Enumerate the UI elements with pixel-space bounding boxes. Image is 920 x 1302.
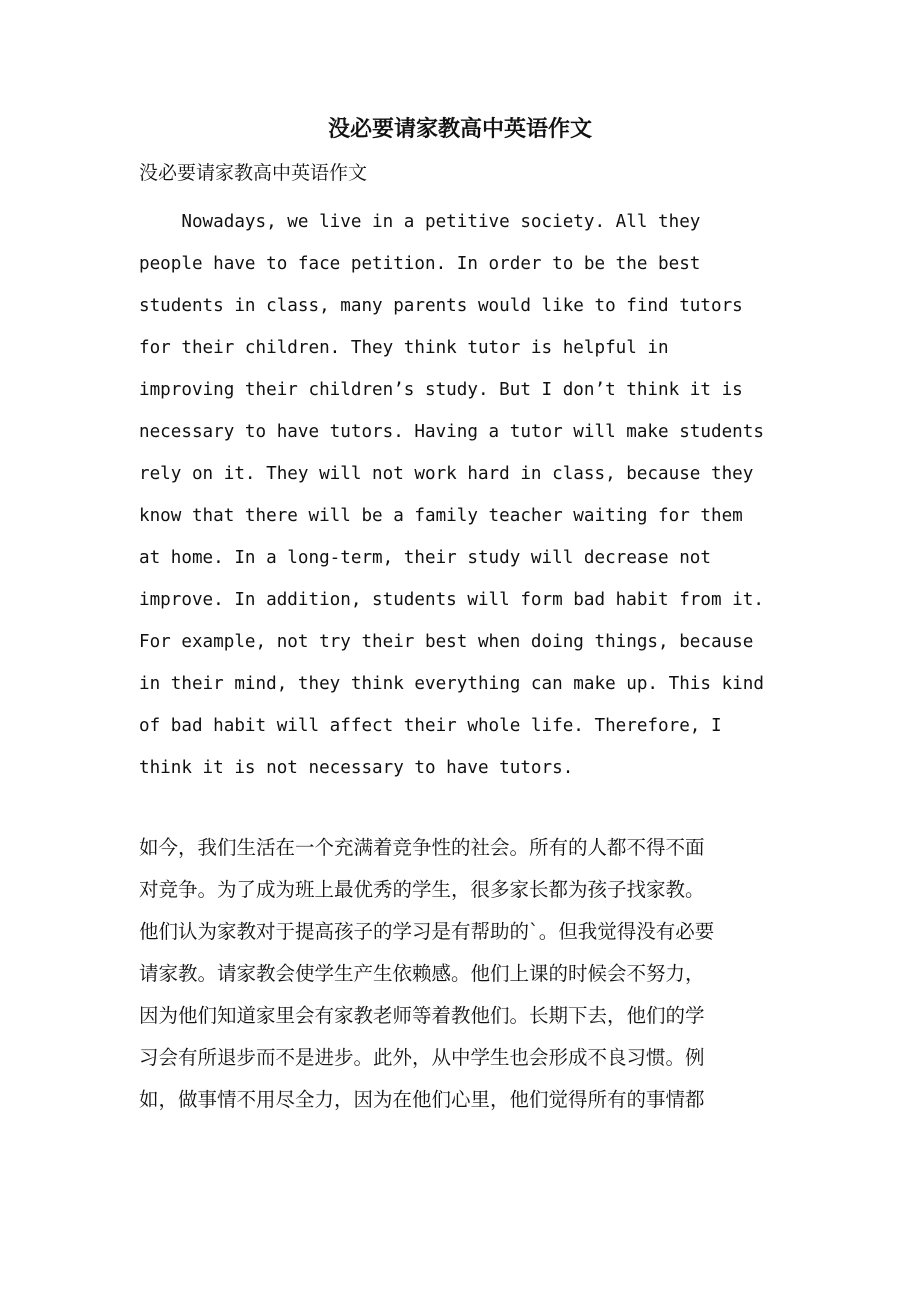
english-line: of bad habit will affect their whole life. Therefore, I — [139, 716, 722, 736]
chinese-line: 因为他们知道家里会有家教老师等着教他们。长期下去，他们的学 — [139, 1004, 705, 1027]
chinese-line: 他们认为家教对于提高孩子的学习是有帮助的`。但我觉得没有必要 — [139, 920, 715, 943]
english-line: rely on it. They will not work hard in class, because they — [139, 464, 754, 484]
chinese-line: 习会有所退步而不是进步。此外，从中学生也会形成不良习惯。例 — [139, 1046, 705, 1069]
chinese-line: 请家教。请家教会使学生产生依赖感。他们上课的时候会不努力， — [139, 962, 705, 985]
document-subtitle: 没必要请家教高中英语作文 — [139, 162, 368, 184]
english-line: For example, not try their best when doing things, because — [139, 632, 754, 652]
english-line: people have to face petition. In order to be the best — [139, 254, 701, 274]
chinese-line: 对竞争。为了成为班上最优秀的学生，很多家长都为孩子找家教。 — [139, 878, 705, 901]
english-line: for their children. They think tutor is helpful in — [139, 338, 669, 358]
english-line: know that there will be a family teacher waiting for them — [139, 506, 743, 526]
english-essay — [139, 201, 799, 789]
english-line: in their mind, they think everything can make up. This kind — [139, 674, 764, 694]
english-line: necessary to have tutors. Having a tutor will make students — [139, 422, 764, 442]
english-line: think it is not necessary to have tutors. — [139, 758, 574, 778]
english-line: improving their children’s study. But I don’t think it is — [139, 380, 743, 400]
chinese-line: 如，做事情不用尽全力，因为在他们心里，他们觉得所有的事情都 — [139, 1088, 705, 1111]
chinese-line: 如今，我们生活在一个充满着竞争性的社会。所有的人都不得不面 — [139, 836, 705, 859]
document-title: 没必要请家教高中英语作文 — [327, 116, 592, 142]
english-line: improve. In addition, students will form bad habit from it. — [139, 590, 764, 610]
chinese-translation — [139, 827, 799, 1121]
english-line: Nowadays, we live in a petitive society. All they — [139, 212, 701, 232]
english-line: at home. In a long-term, their study will decrease not — [139, 548, 711, 568]
english-line: students in class, many parents would like to find tutors — [139, 296, 743, 316]
